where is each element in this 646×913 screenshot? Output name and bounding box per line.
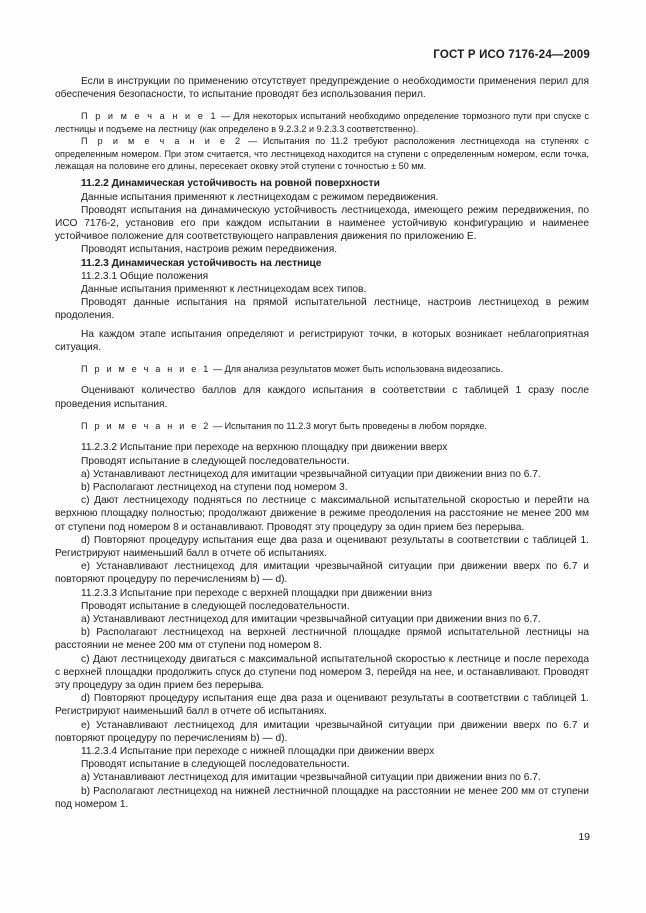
list-item: d) Повторяют процедуру испытания еще два раза и оценивают результаты в соответствии с таблицей 1. Регистрируют наименьший балл в отчете об испытаниях.	[55, 693, 589, 718]
list-item: d) Повторяют процедуру испытания еще два раза и оценивают результаты в соответствии с таблицей 1. Регистрируют наименьший балл в отчете об испытаниях.	[55, 534, 589, 559]
page-body	[55, 75, 589, 811]
note-label: П р и м е ч а н и е 2	[81, 420, 211, 431]
subsection-heading: 11.2.3.4 Испытание при переходе с нижней площадки при движении вверх	[81, 745, 435, 757]
note-text: — Испытания по 11.2 требуют расположения лестницехода на ступенях с определенным номером. При этом считается, что лестницеход находится на ступени с определенным номером, если точка, лежащая на половине его длины, пересекает оковку этой ступени с точностью ± 50 мм.	[55, 136, 589, 172]
list-item: a) Устанавливают лестницеход для имитации чрезвычайной ситуации при движении вниз по 6.7.	[81, 613, 541, 625]
list-item: a) Устанавливают лестницеход для имитации чрезвычайной ситуации при движении вниз по 6.7.	[81, 468, 541, 480]
note-label: П р и м е ч а н и е 2	[81, 136, 243, 147]
paragraph: Проводят данные испытания на прямой испытательной лестнице, настроив лестницеход в режим продоления.	[55, 297, 589, 322]
note-text: — Для анализа результатов может быть использована видеозапись.	[210, 364, 504, 375]
note-label: П р и м е ч а н и е 1	[81, 364, 211, 375]
list-item: b) Располагают лестницеход на нижней лестничной площадке на расстоянии не менее 200 мм от ступени под номером 1.	[55, 785, 589, 810]
note-text: — Испытания по 11.2.3 могут быть проведены в любом порядке.	[210, 420, 487, 431]
list-item: b) Располагают лестницеход на ступени под номером 3.	[81, 481, 348, 493]
paragraph: Проводят испытания, настроив режим передвижения.	[81, 244, 338, 256]
paragraph: Данные испытания применяют к лестницеходам с режимом передвижения.	[81, 191, 439, 203]
list-item: c) Дают лестницеходу двигаться с максимальной испытательной скоростью к лестнице и после перехода с верхней площадки продолжить спуск до ступени под номером 3, перейдя на нее, и останавливают. Проводят эту процедуру за один прием без перерыва.	[55, 653, 589, 691]
paragraph: Проводят испытание в следующей последовательности.	[81, 600, 350, 612]
list-item: b) Располагают лестницеход на верхней лестничной площадке прямой испытательной лестницы на расстоянии не менее 200 мм от ступени под номером 8.	[55, 627, 589, 652]
section-heading: 11.2.2 Динамическая устойчивость на ровной поверхности	[81, 178, 380, 190]
paragraph: Проводят испытание в следующей последовательности.	[81, 455, 350, 467]
paragraph: Проводят испытания на динамическую устойчивость лестницехода, имеющего режим передвижения, по ИСО 7176-2, установив его при каждом испытании в наименее устойчивую конфигурацию и наименее устойчивое положение для соответствующего направления движения по приложению Е.	[55, 204, 589, 243]
note-paragraph	[55, 363, 589, 375]
list-item: c) Дают лестницеходу подняться по лестнице с максимальной испытательной скоростью и перейти на верхнюю площадку полностью; продолжают движение в режиме преодоления на расстояние не менее 200 мм от ступени под номером 8 и останавливают. Проводят эту процедуру за один прием без перерыва.	[55, 495, 589, 533]
paragraph: На каждом этапе испытания определяют и регистрируют точки, в которых возникает неблагоприятная ситуация.	[55, 328, 589, 353]
note-paragraph	[55, 420, 589, 432]
note-text: — Для некоторых испытаний необходимо определение тормозного пути при спуске с лестницы и подъеме на лестницу (как определено в 9.2.3.2 и 9.2.3.3 соответственно).	[55, 111, 589, 134]
paragraph: Данные испытания применяют к лестницеходам всех типов.	[81, 284, 367, 296]
list-item: e) Устанавливают лестницеход для имитации чрезвычайной ситуации при движении вверх по 6.7 и повторяют процедуру по перечислениям b) — d).	[55, 719, 589, 744]
paragraph: Если в инструкции по применению отсутствует предупреждение о необходимости применения перил для обеспечения безопасности, то испытание проводят без использования перил.	[55, 76, 589, 101]
section-heading: 11.2.3 Динамическая устойчивость на лестнице	[81, 257, 322, 269]
note-paragraph	[55, 110, 589, 135]
list-item: e) Устанавливают лестницеход для имитации чрезвычайной ситуации при движении вверх по 6.7 и повторяют процедуру по перечислениям b) — d).	[55, 561, 589, 586]
note-label: П р и м е ч а н и е 1	[81, 111, 218, 122]
page-number: 19	[578, 831, 590, 843]
paragraph: Оценивают количество баллов для каждого испытания в соответствии с таблицей 1 сразу после проведения испытания.	[55, 385, 589, 410]
paragraph: Проводят испытание в следующей последовательности.	[81, 759, 350, 771]
document-header: ГОСТ Р ИСО 7176-24—2009	[433, 49, 590, 61]
note-paragraph	[55, 135, 589, 172]
subsection-heading: 11.2.3.2 Испытание при переходе на верхнюю площадку при движении вверх	[81, 442, 448, 454]
subsection-heading: 11.2.3.3 Испытание при переходе с верхней площадки при движении вниз	[81, 587, 433, 599]
subsection-heading: 11.2.3.1 Общие положения	[81, 270, 209, 282]
list-item: a) Устанавливают лестницеход для имитации чрезвычайной ситуации при движении вниз по 6.7.	[81, 772, 541, 784]
